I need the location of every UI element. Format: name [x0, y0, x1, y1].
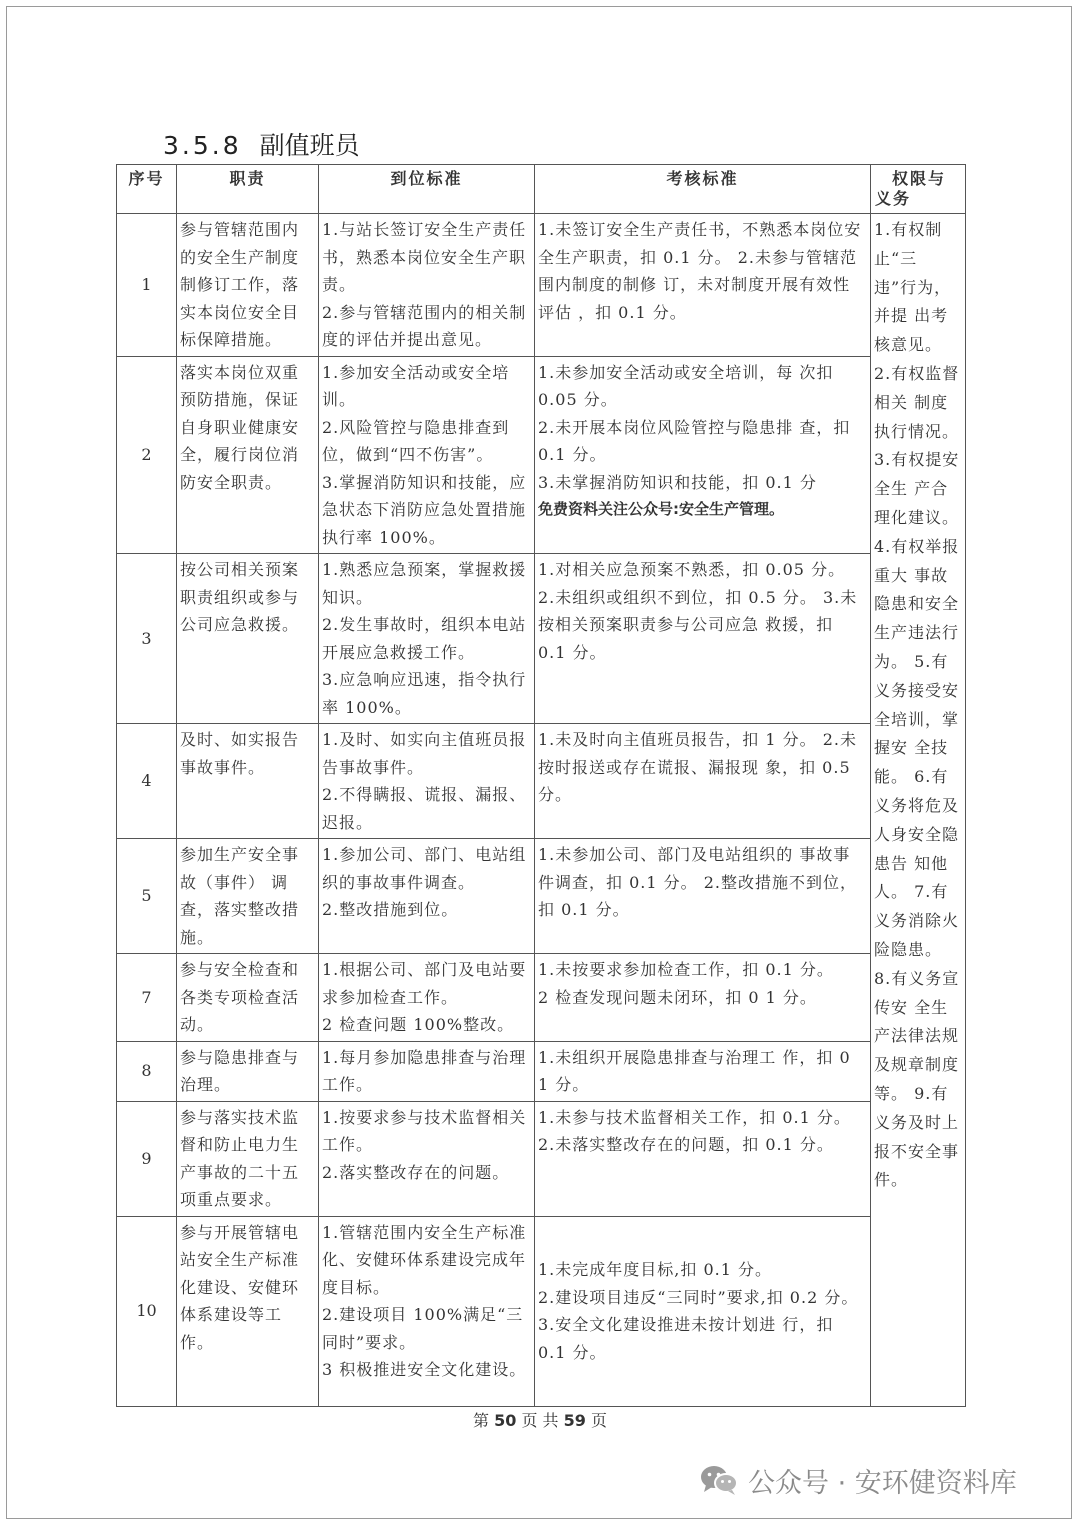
- row-seq: 10: [117, 1216, 177, 1406]
- table-row: [117, 554, 966, 724]
- standard-item: 2.发生事故时，组织本电站开展应急救援工作。: [322, 615, 527, 662]
- row-seq: 9: [117, 1101, 177, 1216]
- section-heading: [163, 126, 360, 162]
- standard-item: 1.与站长签订安全生产责任书，熟悉本岗位安全生产职责。: [322, 220, 527, 294]
- row-assessment: [535, 214, 871, 357]
- row-assessment: [535, 839, 871, 954]
- row-seq: 2: [117, 356, 177, 554]
- assessment-item: 1.未组织开展隐患排查与治理工 作，扣 0 1 分。: [538, 1047, 851, 1094]
- assessment-item: 1.未按要求参加检查工作，扣 0.1 分。: [538, 960, 834, 979]
- row-seq: 7: [117, 954, 177, 1042]
- table-row: [117, 839, 966, 954]
- table-row: [117, 1101, 966, 1216]
- table-row: [117, 954, 966, 1042]
- row-duty: 参与开展管辖电站安全生产标准化建设、安健环体系建设等工作。: [177, 1216, 319, 1406]
- standard-item: 2.建设项目 100%满足“三同时”要求。: [322, 1305, 524, 1352]
- row-standard: [319, 1101, 535, 1216]
- row-standard: [319, 554, 535, 724]
- row-assessment: [535, 554, 871, 724]
- row-seq: 5: [117, 839, 177, 954]
- header-assessment: 考核标准: [535, 165, 871, 214]
- row-standard: [319, 214, 535, 357]
- header-rights-line2: 义务: [875, 189, 912, 208]
- section-title: 副值班员: [259, 131, 360, 160]
- standard-item: 2.不得瞒报、谎报、漏报、迟报。: [322, 785, 527, 832]
- row-duty: 参加生产安全事故（事件） 调查，落实整改措施。: [177, 839, 319, 954]
- standard-item: 1.及时、如实向主值班员报告事故事件。: [322, 730, 527, 777]
- assessment-item: 2 检查发现问题未闭环，扣 0 1 分。: [538, 987, 817, 1007]
- rights-cell: 1.有权制止“三 违”行为，并提 出考核意见。 2.有权监督相关 制度执行情况。 3.有权提安全生 产合理化建议。 4.有权举报重大 事故隐患和安全 生产违法行为。 5.有义务接受安全培训，掌握安 全技能。 6.有义务将危及 人身安全隐患告 知他人。 7.有义务消除火 险隐患。 8.有义务宣传安 全生产法律法规 及规章制度等。 9.有义务及时上报不安全事件。: [871, 214, 966, 1407]
- header-rights-line1: 权限与: [891, 169, 946, 188]
- table-row: [117, 1041, 966, 1101]
- row-standard: [319, 1216, 535, 1406]
- header-standard: 到位标准: [319, 165, 535, 214]
- assessment-item: 1.未及时向主值班员报告，扣 1 分。 2.未按时报送或存在谎报、漏报现 象，扣 0.5 分。: [538, 730, 857, 804]
- row-assessment: [535, 724, 871, 839]
- row-duty: 及时、如实报告事故事件。: [177, 724, 319, 839]
- standard-item: 2 检查问题 100%整改。: [322, 1015, 515, 1034]
- table-row: [117, 356, 966, 554]
- header-duty: 职责: [177, 165, 319, 214]
- row-assessment: [535, 1216, 871, 1406]
- assessment-item: 2.建设项目违反“三同时”要求,扣 0.2 分。 3.安全文化建设推进未按计划进 行，扣 0.1 分。: [538, 1287, 859, 1362]
- assessment-item: 1.未签订安全生产责任书，不熟悉本岗位安全生产职责，扣 0.1 分。 2.未参与管辖范围内制度的制修 订，未对制度开展有效性评估 ，扣 0.1 分。: [538, 220, 862, 322]
- footer-page-number: 50: [494, 1411, 517, 1430]
- standard-item: 2.风险管控与隐患排查到位，做到“四不伤害”。: [322, 417, 510, 464]
- row-seq: 8: [117, 1041, 177, 1101]
- header-seq: 序号: [117, 165, 177, 214]
- table-header-row: [117, 165, 966, 214]
- watermark: [700, 1460, 1017, 1500]
- assessment-item: 1.未完成年度目标,扣 0.1 分。: [538, 1260, 772, 1279]
- standard-item: 3.应急响应迅速，指令执行率 100%。: [322, 670, 527, 717]
- standard-item: 1.按要求参与技术监督相关工作。: [322, 1107, 527, 1154]
- row-assessment: [535, 954, 871, 1042]
- row-duty: 参与管辖范围内的安全生产制度制修订工作，落实本岗位安全目标保障措施。: [177, 214, 319, 357]
- wechat-icon: [700, 1464, 738, 1496]
- standard-item: 1.每月参加隐患排查与治理工作。: [322, 1047, 527, 1094]
- row-duty: 按公司相关预案职责组织或参与公司应急救援。: [177, 554, 319, 724]
- assessment-item: 3.未掌握消防知识和技能，扣 0.1 分: [538, 472, 817, 492]
- row-standard: [319, 356, 535, 554]
- standard-item: 1.管辖范围内安全生产标准化、安健环体系建设完成年度目标。: [322, 1222, 527, 1297]
- assessment-item: 1.未参加安全活动或安全培训，每 次扣 0.05 分。: [538, 362, 834, 409]
- row-assessment: [535, 1101, 871, 1216]
- page-footer: [0, 1408, 1080, 1431]
- row-assessment: [535, 356, 871, 554]
- footer-prefix: 第: [472, 1411, 489, 1430]
- row-seq: 4: [117, 724, 177, 839]
- header-rights: [871, 165, 966, 214]
- footer-suffix: 页: [591, 1411, 608, 1430]
- row-seq: 3: [117, 554, 177, 724]
- row-seq: 1: [117, 214, 177, 357]
- assessment-item: 2.未落实整改存在的问题，扣 0.1 分。: [538, 1135, 834, 1154]
- assessment-item: 2.未组织或组织不到位，扣 0.5 分。 3.未按相关预案职责参与公司应急 救援，扣 0.1 分。: [538, 587, 858, 662]
- standard-item: 1.参加公司、部门、电站组织的事故事件调查。: [322, 845, 527, 892]
- assessment-item: 1.未参加公司、部门及电站组织的 事故事件调查，扣 0.1 分。 2.整改措施不到位，扣 0.1 分。: [538, 845, 857, 919]
- footer-total-pages: 59: [563, 1411, 586, 1430]
- assessment-item: 1.对相关应急预案不熟悉，扣 0.05 分。: [538, 560, 846, 579]
- standard-item: 2.参与管辖范围内的相关制度的评估并提出意见。: [322, 302, 527, 349]
- row-duty: 落实本岗位双重预防措施，保证自身职业健康安全，履行岗位消防安全职责。: [177, 356, 319, 554]
- promo-note: 免费资料关注公众号:安全生产管理。: [538, 500, 785, 518]
- standard-item: 1.熟悉应急预案，掌握救援知识。: [322, 560, 527, 607]
- standard-item: 2.整改措施到位。: [322, 900, 459, 919]
- row-assessment: [535, 1041, 871, 1101]
- footer-mid: 页 共: [521, 1411, 559, 1430]
- row-duty: 参与安全检查和各类专项检查活动。: [177, 954, 319, 1042]
- row-standard: [319, 724, 535, 839]
- section-number: 3.5.8: [163, 131, 242, 160]
- table-row: [117, 1216, 966, 1406]
- table-row: [117, 724, 966, 839]
- standard-item: 3 积极推进安全文化建设。: [322, 1360, 527, 1379]
- standard-item: 1.参加安全活动或安全培训。: [322, 362, 510, 409]
- assessment-item: 2.未开展本岗位风险管控与隐患排 查，扣 0.1 分。: [538, 417, 851, 464]
- row-duty: 参与隐患排查与治理。: [177, 1041, 319, 1101]
- watermark-text: 公众号 · 安环健资料库: [748, 1467, 1017, 1499]
- row-standard: [319, 1041, 535, 1101]
- row-duty: 参与落实技术监督和防止电力生产事故的二十五项重点要求。: [177, 1101, 319, 1216]
- standard-item: 2.落实整改存在的问题。: [322, 1162, 510, 1182]
- row-standard: [319, 954, 535, 1042]
- standard-item: 3.掌握消防知识和技能，应急状态下消防应急处置措施执行率 100%。: [322, 472, 527, 547]
- table-row: [117, 214, 966, 357]
- duty-table: [116, 164, 966, 1407]
- assessment-item: 1.未参与技术监督相关工作，扣 0.1 分。: [538, 1107, 851, 1127]
- standard-item: 1.根据公司、部门及电站要求参加检查工作。: [322, 960, 527, 1007]
- row-standard: [319, 839, 535, 954]
